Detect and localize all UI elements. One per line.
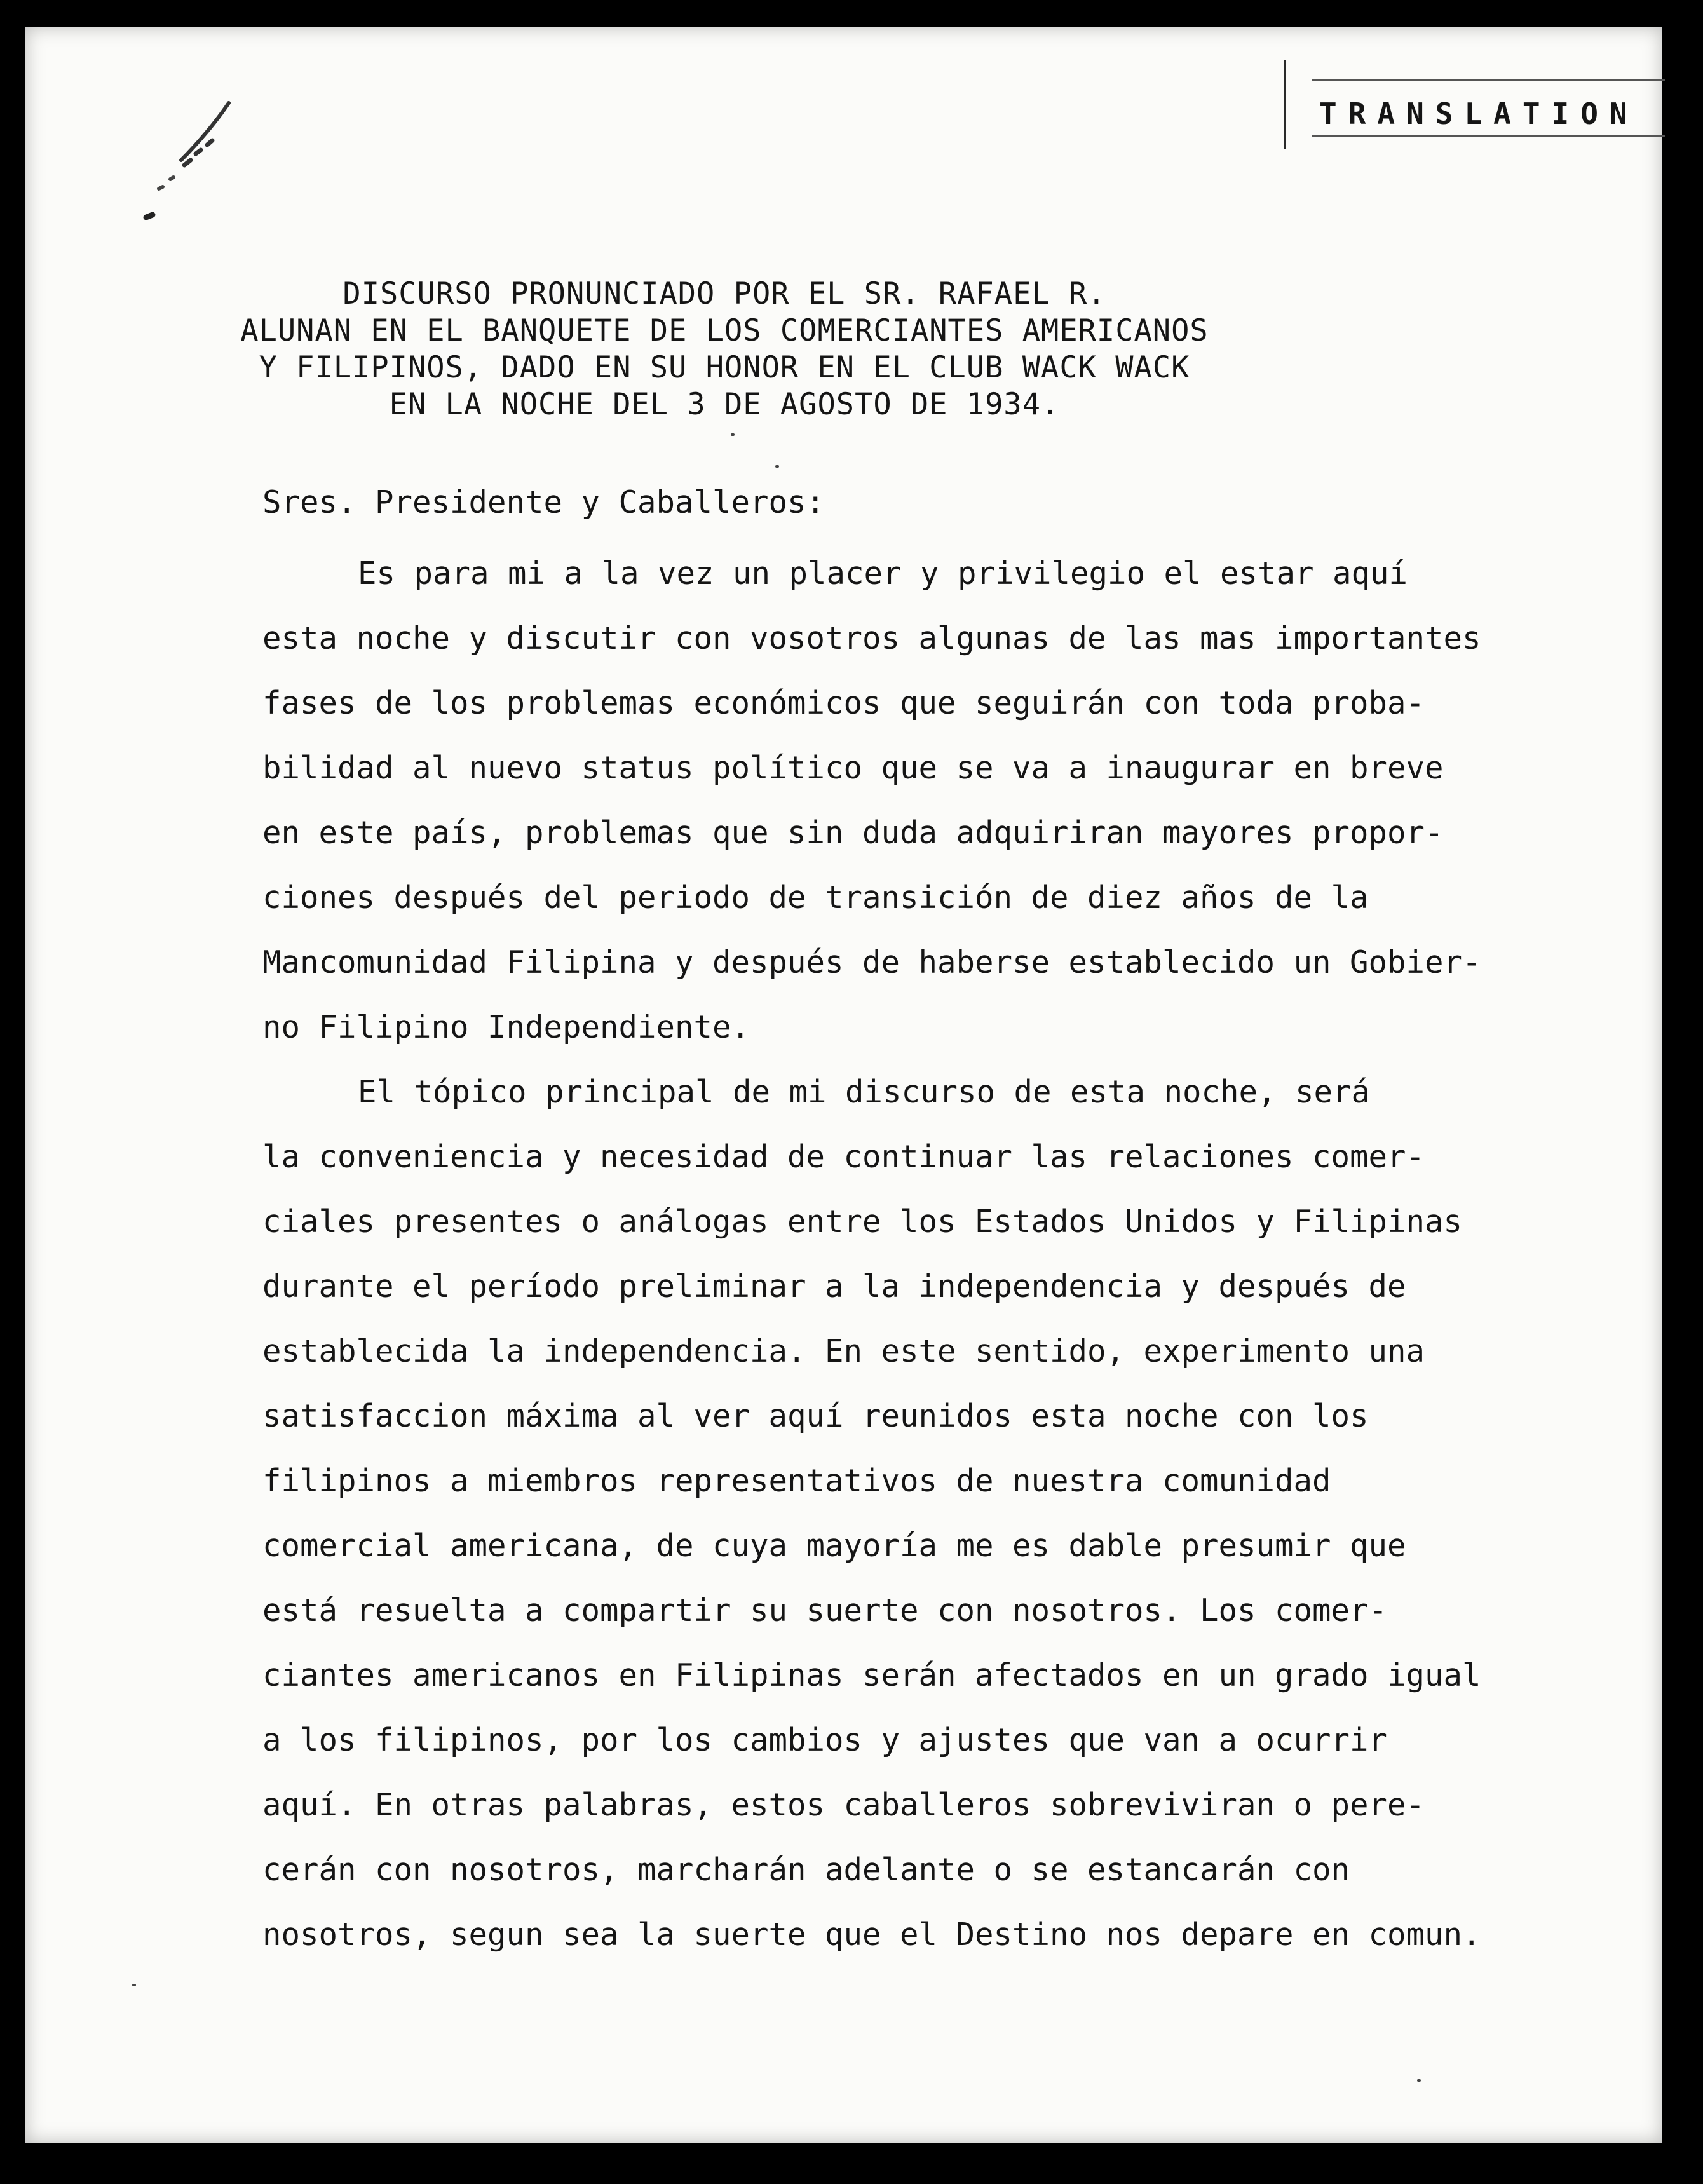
text-line: fases de los problemas económicos que seguirán con toda proba- — [262, 685, 1425, 721]
text-line: establecida la independencia. En este sentido, experimento una — [262, 1333, 1425, 1369]
speck — [731, 433, 735, 436]
text-line: satisfaccion máxima al ver aquí reunidos esta noche con los — [262, 1398, 1369, 1434]
text-line: ciantes americanos en Filipinas serán afectados en un grado igual — [262, 1657, 1481, 1693]
paragraph — [262, 541, 1584, 1060]
title-line: DISCURSO PRONUNCIADO POR EL SR. RAFAEL R. — [343, 276, 1106, 311]
text-line: no Filipino Independiente. — [262, 1009, 750, 1045]
text-line: El tópico principal de mi discurso de esta noche, será — [358, 1074, 1371, 1110]
text-line: durante el período preliminar a la independencia y después de — [262, 1268, 1406, 1305]
stamp-label: TRANSLATION — [1319, 97, 1639, 131]
speech-body — [262, 541, 1584, 1967]
title-line: Y FILIPINOS, DADO EN SU HONOR EN EL CLUB WACK WACK — [259, 350, 1190, 385]
title-line: EN LA NOCHE DEL 3 DE AGOSTO DE 1934. — [389, 387, 1060, 422]
text-line: cerán con nosotros, marcharán adelante o se estancarán con — [262, 1852, 1350, 1888]
text-line: la conveniencia y necesidad de continuar las relaciones comer- — [262, 1139, 1425, 1175]
speech-title — [25, 276, 1423, 423]
speck — [132, 1984, 136, 1986]
text-line: comercial americana, de cuya mayoría me es dable presumir que — [262, 1528, 1406, 1564]
text-line: a los filipinos, por los cambios y ajustes que van a ocurrir — [262, 1722, 1388, 1758]
salutation: Sres. Presidente y Caballeros: — [262, 484, 825, 520]
text-line: nosotros, segun sea la suerte que el Destino nos depare en comun. — [262, 1916, 1481, 1953]
document-page — [25, 27, 1662, 2143]
text-line: filipinos a miembros representativos de nuestra comunidad — [262, 1463, 1331, 1499]
text-line: Mancomunidad Filipina y después de haberse establecido un Gobier- — [262, 944, 1481, 980]
text-line: ciones después del periodo de transición de diez años de la — [262, 879, 1369, 916]
title-line: ALUNAN EN EL BANQUETE DE LOS COMERCIANTES AMERICANOS — [240, 313, 1209, 348]
text-line: Es para mi a la vez un placer y privilegio el estar aquí — [358, 555, 1408, 592]
text-line: esta noche y discutir con vosotros algunas de las mas importantes — [262, 620, 1481, 656]
paragraph — [262, 1060, 1584, 1967]
text-line: bilidad al nuevo status político que se va a inaugurar en breve — [262, 750, 1444, 786]
text-line: aquí. En otras palabras, estos caballeros sobreviviran o pere- — [262, 1787, 1425, 1823]
text-line: está resuelta a compartir su suerte con nosotros. Los comer- — [262, 1592, 1388, 1629]
speck — [1417, 2079, 1421, 2082]
text-line: en este país, problemas que sin duda adquiriran mayores propor- — [262, 815, 1444, 851]
speck — [775, 465, 779, 468]
text-line: ciales presentes o análogas entre los Estados Unidos y Filipinas — [262, 1204, 1463, 1240]
translation-stamp — [1284, 60, 1678, 149]
pencil-mark-icon — [121, 84, 248, 224]
